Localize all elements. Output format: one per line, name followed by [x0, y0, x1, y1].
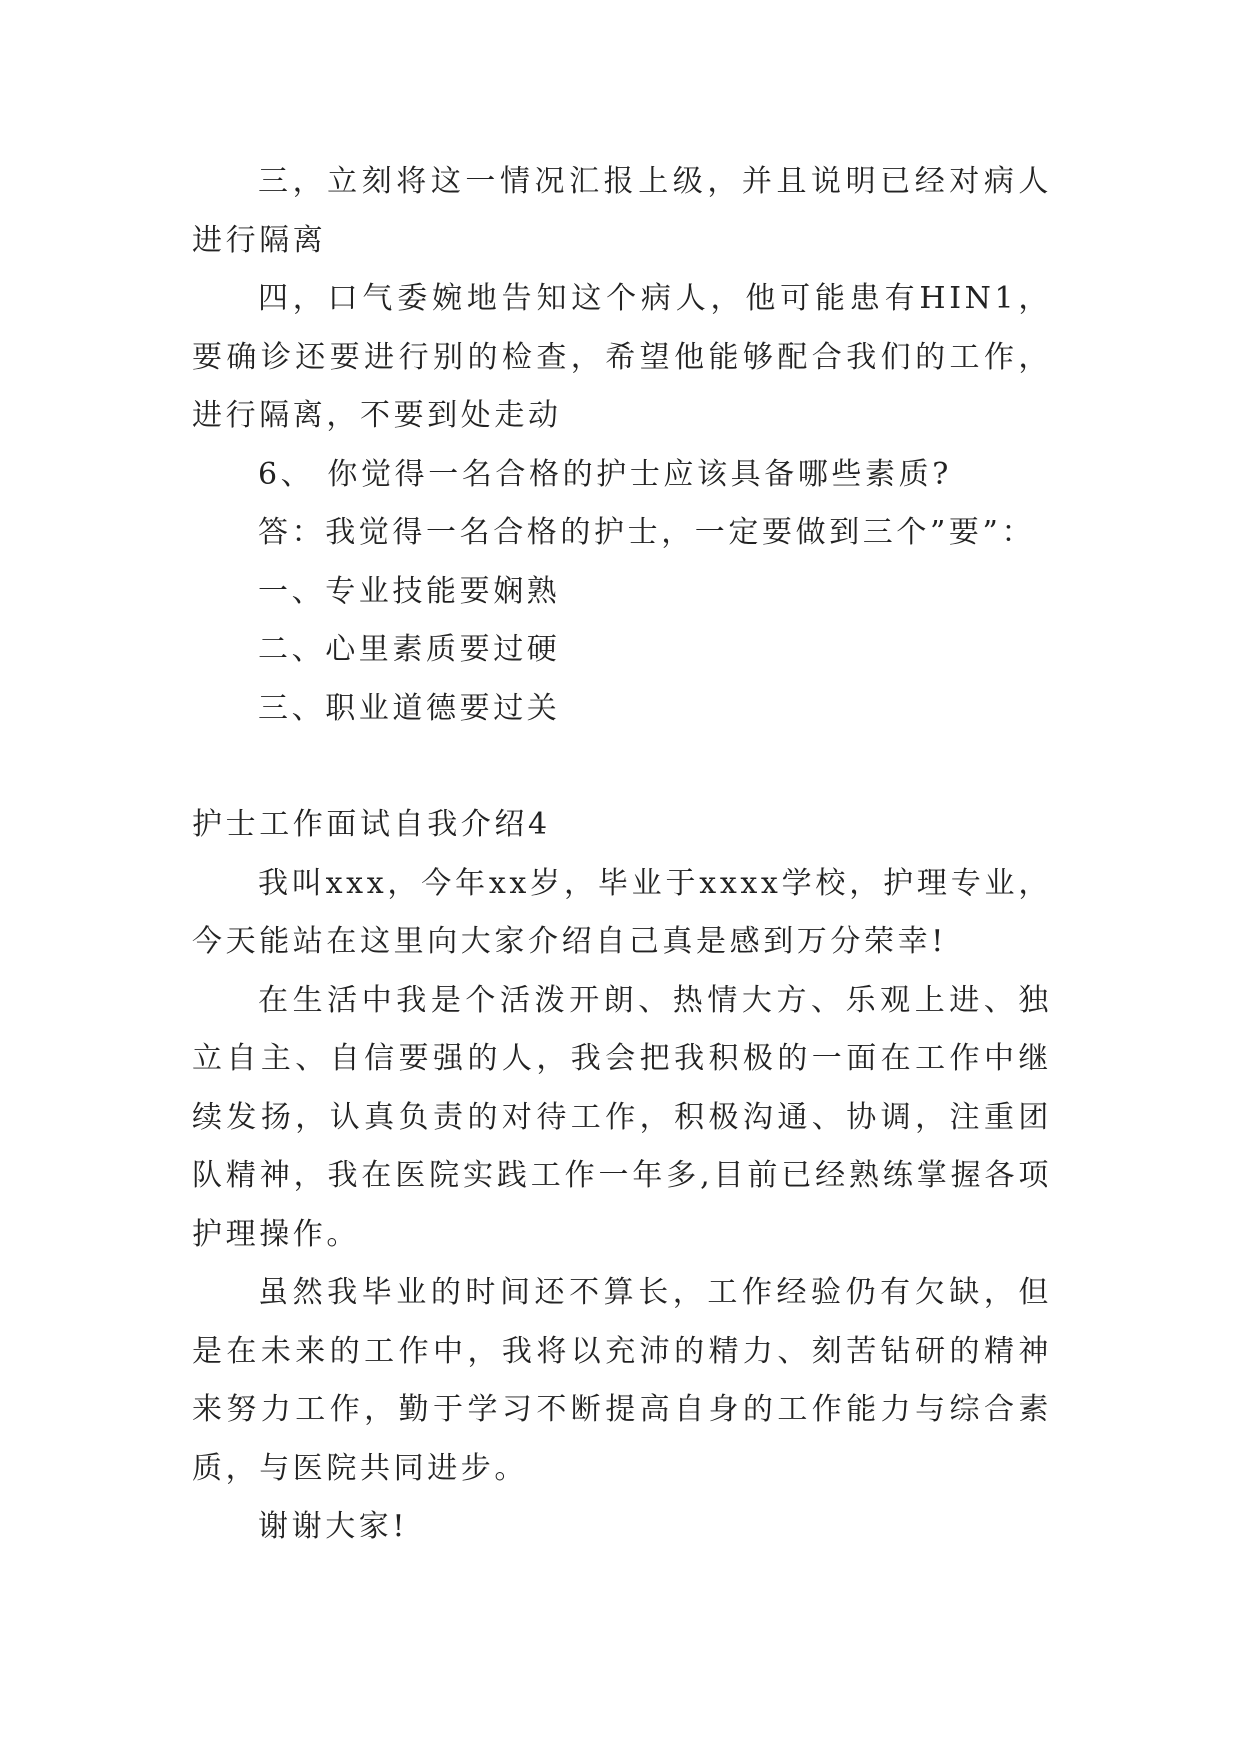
list-item: 一、专业技能要娴熟	[258, 573, 561, 609]
list-item: 二、心里素质要过硬	[258, 632, 561, 667]
paragraph: 四，口气委婉地告知这个病人，他可能患有HIN1，要确诊还要进行别的检查，希望他能够配合我们的工作，进行隔离，不要到处走动	[192, 281, 1052, 433]
question-paragraph: 6、 你觉得一名合格的护士应该具备哪些素质?	[258, 456, 952, 492]
paragraph: 我叫xxx，今年xx岁，毕业于xxxx学校，护理专业，今天能站在这里向大家介绍自己真是感到万分荣幸!	[192, 865, 1052, 959]
paragraph: 虽然我毕业的时间还不算长，工作经验仍有欠缺，但是在未来的工作中，我将以充沛的精力、刻苦钻研的精神来努力工作，勤于学习不断提高自身的工作能力与综合素质，与医院共同进步。	[192, 1275, 1052, 1486]
answer-paragraph: 答：我觉得一名合格的护士，一定要做到三个”要”：	[258, 515, 1036, 550]
paragraph: 三，立刻将这一情况汇报上级，并且说明已经对病人进行隔离	[192, 164, 1052, 258]
closing-paragraph: 谢谢大家!	[258, 1509, 409, 1544]
list-item: 三、职业道德要过关	[258, 690, 561, 726]
document-body	[192, 153, 1052, 1557]
section-title: 护士工作面试自我介绍4	[192, 807, 551, 842]
paragraph: 在生活中我是个活泼开朗、热情大方、乐观上进、独立自主、自信要强的人，我会把我积极的一面在工作中继续发扬，认真负责的对待工作，积极沟通、协调，注重团队精神，我在医院实践工作一年多,目前已经熟练掌握各项护理操作。	[192, 982, 1052, 1252]
